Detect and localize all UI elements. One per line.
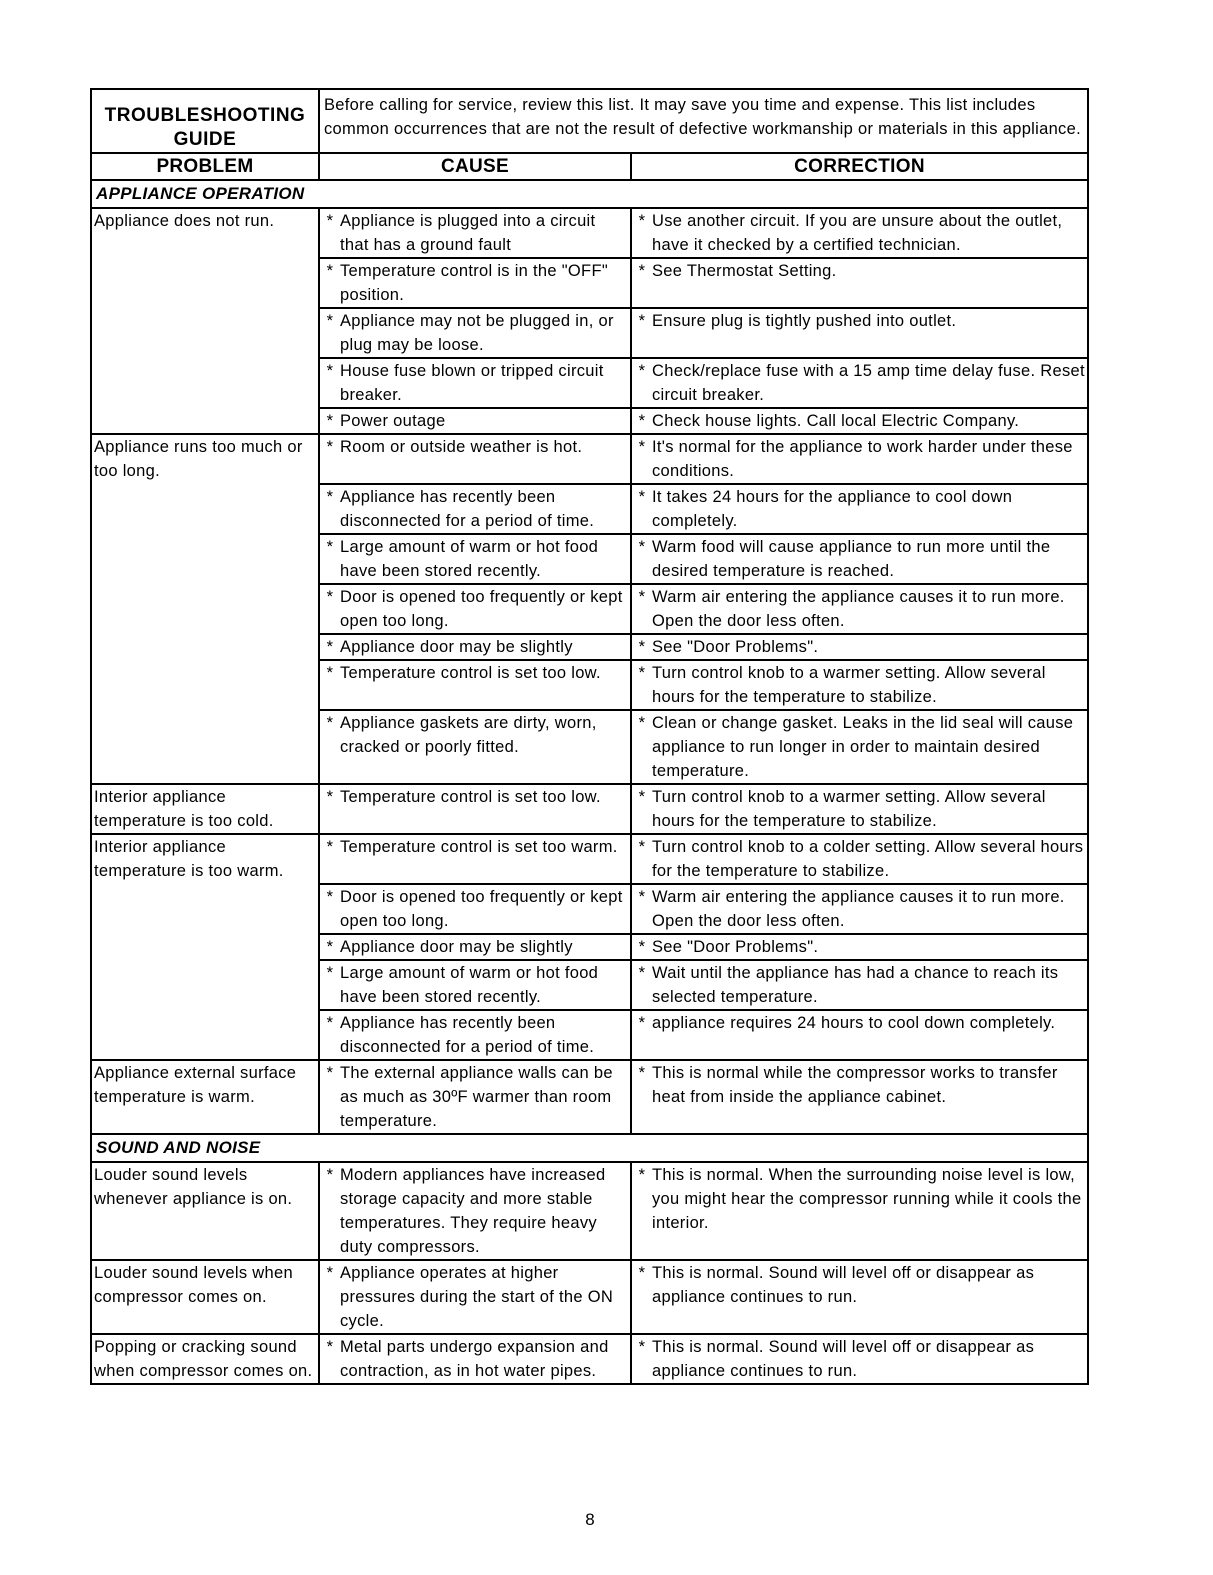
correction-cell-content	[632, 435, 1087, 483]
cause-cell-text: Appliance gaskets are dirty, worn, cracked or poorly fitted.	[340, 714, 597, 756]
table-body	[91, 89, 1088, 1384]
bullet-asterisk: *	[638, 1338, 646, 1356]
cause-cell	[319, 1010, 631, 1060]
column-header-row	[91, 153, 1088, 180]
correction-cell-content	[632, 535, 1087, 583]
correction-cell-content	[632, 885, 1087, 933]
correction-cell-content	[632, 661, 1087, 709]
intro-text: Before calling for service, review this list. It may save you time and expense. This list includes common occurrences that are not the result of defective workmanship or materials in this appliance.	[319, 89, 1088, 153]
cause-cell-content	[320, 1335, 630, 1383]
correction-cell-text: Clean or change gasket. Leaks in the lid seal will cause appliance to run longer in order to maintain desired temperature.	[652, 714, 1074, 780]
cause-cell-content	[320, 535, 630, 583]
bullet-asterisk: *	[638, 538, 646, 556]
cause-cell-content	[320, 359, 630, 407]
bullet-asterisk: *	[638, 788, 646, 806]
cause-cell-text: Power outage	[340, 412, 446, 430]
cause-cell	[319, 784, 631, 834]
problem-cell: Popping or cracking sound when compressor comes on.	[91, 1334, 319, 1384]
cause-cell-text: Door is opened too frequently or kept open too long.	[340, 888, 623, 930]
correction-cell	[631, 884, 1088, 934]
cause-cell-content	[320, 1261, 630, 1333]
section-row	[91, 1134, 1088, 1162]
cause-cell	[319, 884, 631, 934]
cause-cell	[319, 584, 631, 634]
cause-cell-content	[320, 1011, 630, 1059]
cause-cell	[319, 934, 631, 960]
correction-cell-content	[632, 359, 1087, 407]
cause-cell	[319, 1162, 631, 1260]
correction-cell-text: See "Door Problems".	[652, 938, 819, 956]
correction-cell	[631, 434, 1088, 484]
column-header-cause: CAUSE	[319, 153, 631, 180]
correction-cell-content	[632, 309, 1087, 333]
correction-cell	[631, 1162, 1088, 1260]
correction-cell	[631, 534, 1088, 584]
guide-title	[91, 89, 319, 153]
column-header-problem: PROBLEM	[91, 153, 319, 180]
bullet-asterisk: *	[638, 1264, 646, 1282]
cause-cell-content	[320, 661, 630, 685]
correction-cell	[631, 934, 1088, 960]
correction-cell	[631, 408, 1088, 434]
correction-cell-text: See Thermostat Setting.	[652, 262, 837, 280]
correction-cell	[631, 584, 1088, 634]
correction-cell-content	[632, 1163, 1087, 1235]
cause-cell-text: Temperature control is set too low.	[340, 664, 601, 682]
cause-cell	[319, 1060, 631, 1134]
cause-cell-text: Temperature control is in the "OFF" position.	[340, 262, 608, 304]
cause-cell-content	[320, 209, 630, 257]
correction-cell-content	[632, 785, 1087, 833]
cause-cell-text: Temperature control is set too warm.	[340, 838, 618, 856]
bullet-asterisk: *	[326, 1338, 334, 1356]
table-row	[91, 784, 1088, 834]
cause-cell-content	[320, 1163, 630, 1259]
correction-cell-content	[632, 409, 1087, 433]
correction-cell	[631, 1010, 1088, 1060]
troubleshooting-guide	[90, 88, 1087, 1385]
correction-cell-text: Warm food will cause appliance to run more until the desired temperature is reached.	[652, 538, 1051, 580]
cause-cell-content	[320, 935, 630, 959]
correction-cell-text: This is normal. When the surrounding noise level is low, you might hear the compressor running while it cools the interior.	[652, 1166, 1082, 1232]
bullet-asterisk: *	[638, 312, 646, 330]
correction-cell-content	[632, 835, 1087, 883]
guide-title-line2: GUIDE	[173, 129, 237, 150]
correction-cell-content	[632, 1335, 1087, 1383]
table-row	[91, 1334, 1088, 1384]
cause-cell-content	[320, 309, 630, 357]
bullet-asterisk: *	[326, 888, 334, 906]
correction-cell-text: Ensure plug is tightly pushed into outlet.	[652, 312, 957, 330]
cause-cell	[319, 960, 631, 1010]
cause-cell-text: The external appliance walls can be as much as 30ºF warmer than room temperature.	[340, 1064, 613, 1130]
bullet-asterisk: *	[638, 212, 646, 230]
correction-cell-content	[632, 485, 1087, 533]
guide-title-line1: TROUBLESHOOTING	[104, 105, 306, 126]
correction-cell-text: This is normal while the compressor works to transfer heat from inside the appliance cabinet.	[652, 1064, 1058, 1106]
cause-cell	[319, 634, 631, 660]
correction-cell-text: Check house lights. Call local Electric Company.	[652, 412, 1020, 430]
correction-cell	[631, 834, 1088, 884]
correction-cell-content	[632, 961, 1087, 1009]
bullet-asterisk: *	[638, 488, 646, 506]
correction-cell	[631, 308, 1088, 358]
table-row	[91, 1162, 1088, 1260]
problem-cell: Interior appliance temperature is too warm.	[91, 834, 319, 1060]
problem-cell: Louder sound levels whenever appliance is on.	[91, 1162, 319, 1260]
correction-cell	[631, 258, 1088, 308]
correction-cell	[631, 634, 1088, 660]
bullet-asterisk: *	[638, 1064, 646, 1082]
correction-cell	[631, 660, 1088, 710]
bullet-asterisk: *	[638, 888, 646, 906]
bullet-asterisk: *	[638, 588, 646, 606]
bullet-asterisk: *	[326, 588, 334, 606]
bullet-asterisk: *	[326, 362, 334, 380]
troubleshooting-table	[90, 88, 1089, 1385]
bullet-asterisk: *	[638, 938, 646, 956]
cause-cell-text: Large amount of warm or hot food have been stored recently.	[340, 538, 599, 580]
correction-cell-text: Use another circuit. If you are unsure about the outlet, have it checked by a certified technician.	[652, 212, 1063, 254]
cause-cell-text: Modern appliances have increased storage capacity and more stable temperatures. They require heavy duty compressors.	[340, 1166, 606, 1256]
bullet-asterisk: *	[638, 362, 646, 380]
bullet-asterisk: *	[326, 938, 334, 956]
page-number: 8	[585, 1510, 595, 1529]
cause-cell-text: Door is opened too frequently or kept open too long.	[340, 588, 623, 630]
bullet-asterisk: *	[326, 1014, 334, 1032]
cause-cell	[319, 484, 631, 534]
correction-cell-content	[632, 1261, 1087, 1309]
cause-cell	[319, 358, 631, 408]
cause-cell-text: House fuse blown or tripped circuit breaker.	[340, 362, 604, 404]
bullet-asterisk: *	[326, 838, 334, 856]
correction-cell-content	[632, 1061, 1087, 1109]
problem-cell: Louder sound levels when compressor comes on.	[91, 1260, 319, 1334]
correction-cell-content	[632, 935, 1087, 959]
cause-cell-content	[320, 435, 630, 459]
correction-cell-text: This is normal. Sound will level off or disappear as appliance continues to run.	[652, 1264, 1035, 1306]
cause-cell-content	[320, 711, 630, 759]
cause-cell-text: Appliance operates at higher pressures during the start of the ON cycle.	[340, 1264, 614, 1330]
cause-cell-content	[320, 635, 630, 659]
bullet-asterisk: *	[326, 438, 334, 456]
cause-cell	[319, 408, 631, 434]
bullet-asterisk: *	[326, 1166, 334, 1184]
cause-cell	[319, 434, 631, 484]
cause-cell-text: Room or outside weather is hot.	[340, 438, 583, 456]
bullet-asterisk: *	[326, 1064, 334, 1082]
correction-cell-content	[632, 711, 1087, 783]
bullet-asterisk: *	[638, 838, 646, 856]
cause-cell-content	[320, 835, 630, 859]
cause-cell-content	[320, 409, 630, 433]
correction-cell-content	[632, 259, 1087, 283]
section-title: APPLIANCE OPERATION	[91, 180, 1088, 208]
cause-cell-text: Metal parts undergo expansion and contraction, as in hot water pipes.	[340, 1338, 609, 1380]
bullet-asterisk: *	[638, 1014, 646, 1032]
bullet-asterisk: *	[326, 412, 334, 430]
correction-cell	[631, 358, 1088, 408]
bullet-asterisk: *	[638, 412, 646, 430]
cause-cell-content	[320, 785, 630, 809]
bullet-asterisk: *	[638, 964, 646, 982]
cause-cell	[319, 1334, 631, 1384]
correction-cell-text: Wait until the appliance has had a chance to reach its selected temperature.	[652, 964, 1059, 1006]
cause-cell	[319, 208, 631, 258]
cause-cell	[319, 534, 631, 584]
correction-cell-text: Turn control knob to a warmer setting. Allow several hours for the temperature to stabilize.	[652, 664, 1046, 706]
correction-cell	[631, 1060, 1088, 1134]
cause-cell	[319, 308, 631, 358]
bullet-asterisk: *	[326, 312, 334, 330]
bullet-asterisk: *	[326, 212, 334, 230]
correction-cell-text: This is normal. Sound will level off or disappear as appliance continues to run.	[652, 1338, 1035, 1380]
bullet-asterisk: *	[326, 664, 334, 682]
correction-cell	[631, 1334, 1088, 1384]
bullet-asterisk: *	[638, 714, 646, 732]
problem-cell: Interior appliance temperature is too cold.	[91, 784, 319, 834]
cause-cell-text: Appliance door may be slightly	[340, 638, 573, 656]
cause-cell-text: Appliance may not be plugged in, or plug may be loose.	[340, 312, 614, 354]
correction-cell-content	[632, 1011, 1087, 1035]
section-row	[91, 180, 1088, 208]
bullet-asterisk: *	[326, 488, 334, 506]
table-row	[91, 1060, 1088, 1134]
correction-cell	[631, 208, 1088, 258]
cause-cell-text: Appliance has recently been disconnected for a period of time.	[340, 1014, 595, 1056]
correction-cell	[631, 960, 1088, 1010]
correction-cell-text: Turn control knob to a warmer setting. Allow several hours for the temperature to stabilize.	[652, 788, 1046, 830]
bullet-asterisk: *	[326, 1264, 334, 1282]
problem-cell: Appliance does not run.	[91, 208, 319, 434]
bullet-asterisk: *	[638, 664, 646, 682]
cause-cell-text: Appliance has recently been disconnected for a period of time.	[340, 488, 595, 530]
correction-cell	[631, 784, 1088, 834]
cause-cell	[319, 258, 631, 308]
table-row	[91, 1260, 1088, 1334]
cause-cell-text: Appliance is plugged into a circuit that has a ground fault	[340, 212, 596, 254]
correction-cell-text: appliance requires 24 hours to cool down completely.	[652, 1014, 1056, 1032]
cause-cell-content	[320, 485, 630, 533]
header-row	[91, 89, 1088, 153]
correction-cell-text: Turn control knob to a colder setting. Allow several hours for the temperature to stabilize.	[652, 838, 1084, 880]
cause-cell-text: Temperature control is set too low.	[340, 788, 601, 806]
cause-cell-text: Appliance door may be slightly	[340, 938, 573, 956]
correction-cell	[631, 710, 1088, 784]
bullet-asterisk: *	[326, 262, 334, 280]
table-row	[91, 834, 1088, 884]
bullet-asterisk: *	[638, 1166, 646, 1184]
correction-cell-text: Check/replace fuse with a 15 amp time delay fuse. Reset circuit breaker.	[652, 362, 1085, 404]
cause-cell-content	[320, 259, 630, 307]
bullet-asterisk: *	[326, 714, 334, 732]
column-header-correction: CORRECTION	[631, 153, 1088, 180]
bullet-asterisk: *	[638, 438, 646, 456]
cause-cell-text: Large amount of warm or hot food have been stored recently.	[340, 964, 599, 1006]
bullet-asterisk: *	[638, 262, 646, 280]
bullet-asterisk: *	[326, 638, 334, 656]
table-row	[91, 208, 1088, 258]
section-title: SOUND AND NOISE	[91, 1134, 1088, 1162]
problem-cell: Appliance external surface temperature is warm.	[91, 1060, 319, 1134]
correction-cell-content	[632, 585, 1087, 633]
table-row	[91, 434, 1088, 484]
correction-cell-text: It's normal for the appliance to work harder under these conditions.	[652, 438, 1073, 480]
correction-cell-text: Warm air entering the appliance causes it to run more. Open the door less often.	[652, 588, 1065, 630]
bullet-asterisk: *	[326, 538, 334, 556]
correction-cell-content	[632, 209, 1087, 257]
correction-cell	[631, 484, 1088, 534]
problem-cell: Appliance runs too much or too long.	[91, 434, 319, 784]
bullet-asterisk: *	[326, 788, 334, 806]
cause-cell-content	[320, 585, 630, 633]
cause-cell-content	[320, 885, 630, 933]
cause-cell	[319, 660, 631, 710]
correction-cell-text: It takes 24 hours for the appliance to cool down completely.	[652, 488, 1013, 530]
correction-cell-content	[632, 635, 1087, 659]
correction-cell	[631, 1260, 1088, 1334]
cause-cell	[319, 710, 631, 784]
cause-cell-content	[320, 961, 630, 1009]
cause-cell	[319, 1260, 631, 1334]
correction-cell-text: Warm air entering the appliance causes it to run more. Open the door less often.	[652, 888, 1065, 930]
bullet-asterisk: *	[326, 964, 334, 982]
cause-cell	[319, 834, 631, 884]
bullet-asterisk: *	[638, 638, 646, 656]
cause-cell-content	[320, 1061, 630, 1133]
correction-cell-text: See "Door Problems".	[652, 638, 819, 656]
